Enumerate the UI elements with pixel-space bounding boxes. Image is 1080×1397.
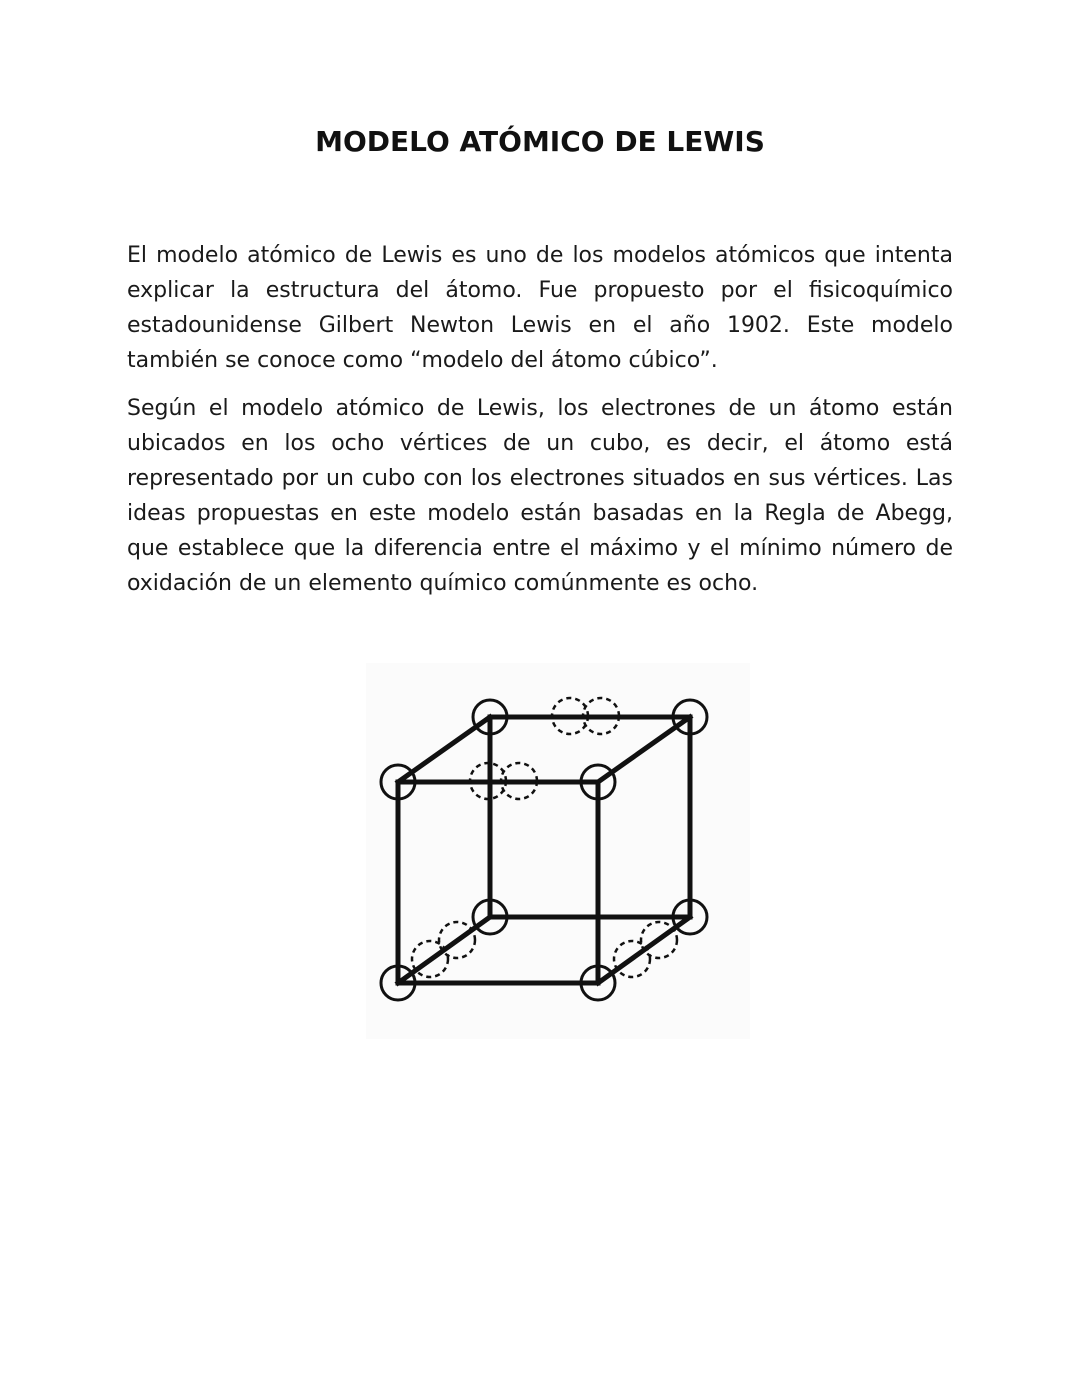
paragraph-description: Según el modelo atómico de Lewis, los electrones de un átomo están ubicados en los ocho vértices de un cubo, es decir, el átomo está representado por un cubo con los electrones situados en sus vértices. Las ideas propuestas en este modelo están basadas en la Regla de Abegg, que establece que la diferencia entre el máximo y el mínimo número de oxidación de un elemento químico comúnmente es ocho. (127, 396, 953, 596)
cube-edges (398, 717, 690, 983)
cubic-atom-icon (366, 663, 750, 1039)
vertex-electrons (381, 700, 707, 1000)
paragraph-intro: El modelo atómico de Lewis es uno de los modelos atómicos que intenta explicar la estructura del átomo. Fue propuesto por el fisicoquímico estadounidense Gilbert Newton Lewis en el año 1902. Este modelo también se conoce como “modelo del átomo cúbico”. (127, 243, 953, 373)
cube-front-face (398, 782, 598, 983)
cube-back-face (490, 717, 690, 917)
page-title: MODELO ATÓMICO DE LEWIS (315, 125, 765, 158)
cubic-atom-figure (366, 663, 750, 1039)
dashed-electron-pairs (412, 698, 677, 977)
